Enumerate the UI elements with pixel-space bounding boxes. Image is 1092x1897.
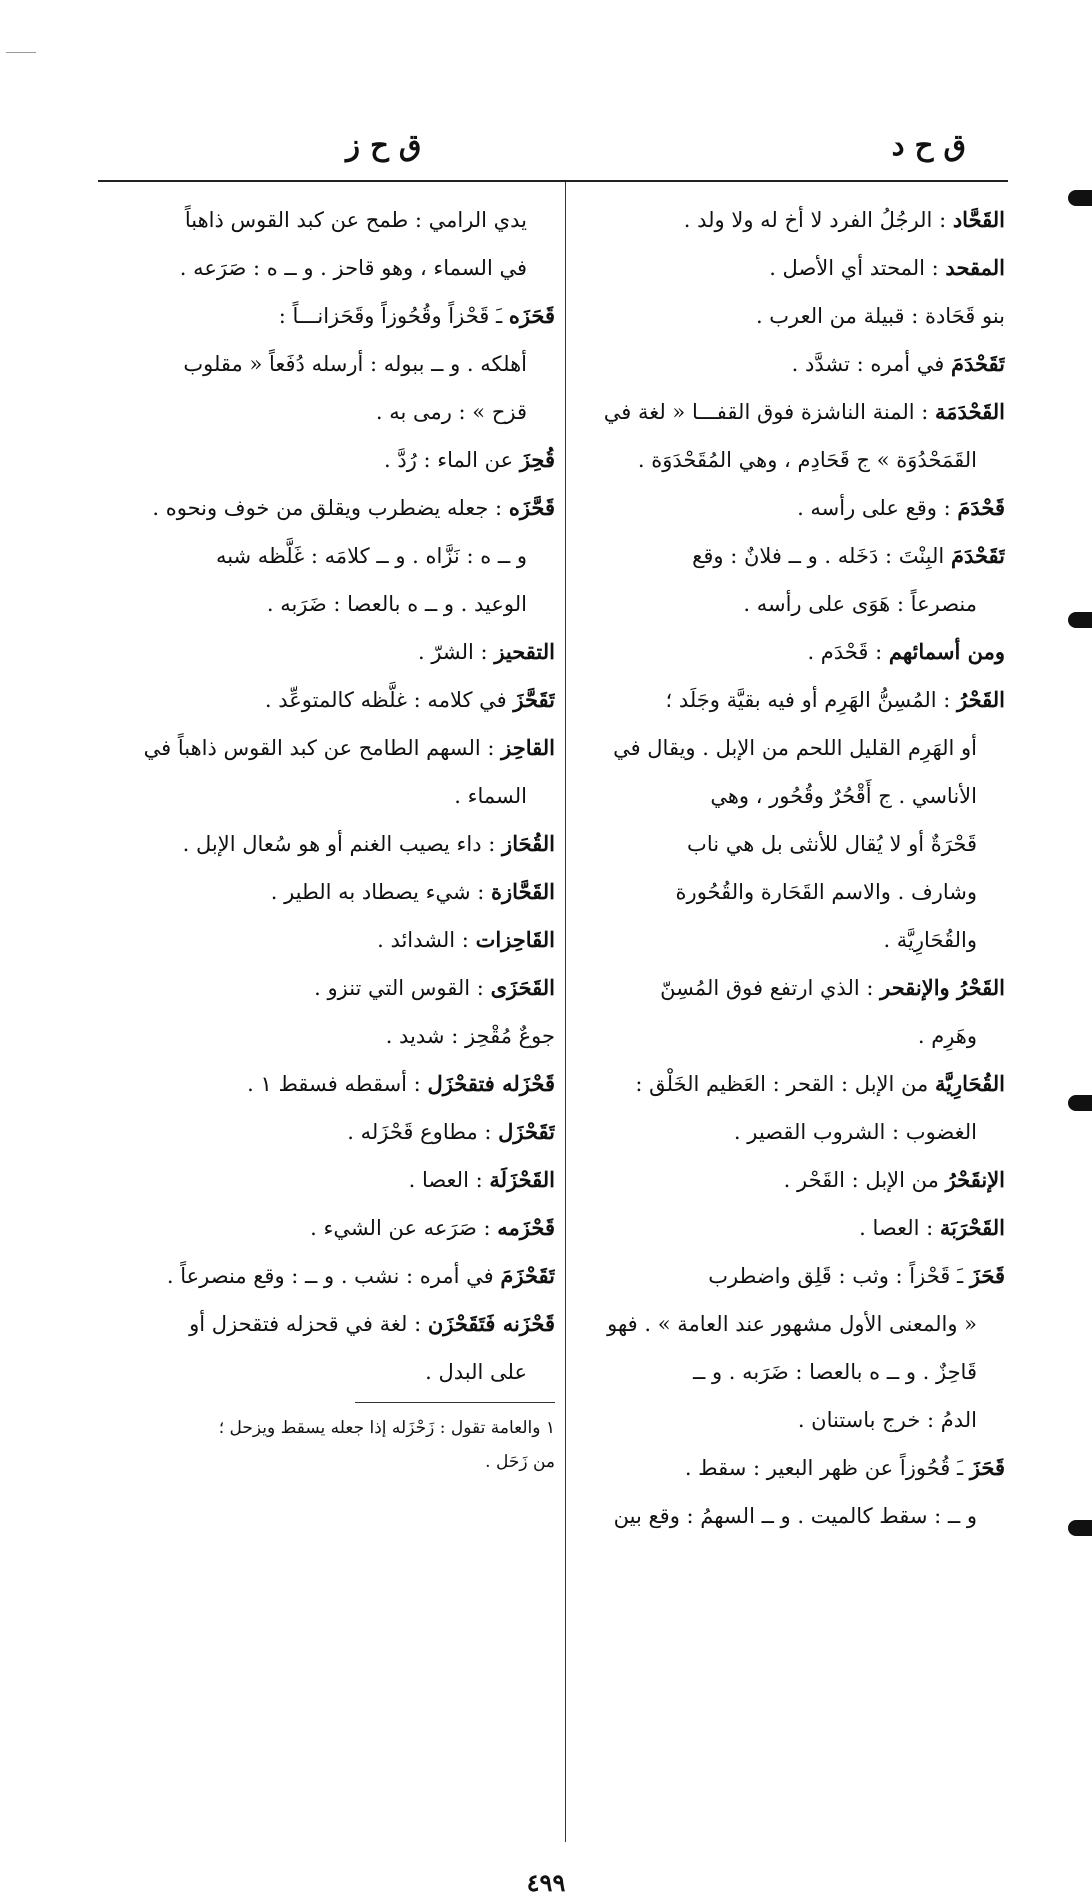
entry-line xyxy=(100,388,555,436)
definition-text: قَحْرَةٌ أو لا يُقال للأنثى بل هي ناب xyxy=(687,832,977,856)
entry-line xyxy=(575,532,1005,580)
entry-line xyxy=(575,244,1005,292)
definition-text: وهَرِم . xyxy=(917,1024,977,1048)
definition-text: في أمره : تشدَّد . xyxy=(791,352,951,376)
headword: قَحْزَنه فَتَقَحْزَن xyxy=(427,1311,555,1336)
headword: قَحَّزَه xyxy=(508,495,555,520)
entry-line xyxy=(100,196,555,244)
headword: تَقَحْزَل xyxy=(498,1119,555,1144)
definition-text: من الإبل : القحر : العَظيم الخَلْق : xyxy=(635,1072,935,1096)
entry-line xyxy=(100,916,555,964)
entry-line xyxy=(100,820,555,868)
definition-text: الدمُ : خرج باستنان . xyxy=(797,1408,977,1432)
entry-line xyxy=(575,964,1005,1012)
entry-line xyxy=(575,292,1005,340)
entry-line xyxy=(575,916,1005,964)
edge-mark xyxy=(1068,1095,1092,1111)
edge-mark xyxy=(1068,612,1092,628)
entry-line xyxy=(575,1396,1005,1444)
headword: القاحِز xyxy=(501,735,555,760)
entry-line xyxy=(575,388,1005,436)
headword: التقحيز xyxy=(494,639,555,664)
entry-line xyxy=(575,1156,1005,1204)
headword: قَحَزَ xyxy=(969,1455,1005,1480)
headword: القَحَّازة xyxy=(491,879,555,904)
headword: تَقَحْزَمَ xyxy=(500,1263,555,1288)
entry-line xyxy=(575,1444,1005,1492)
entry-line xyxy=(575,1252,1005,1300)
definition-text: ـَ قَحْزاً وقُحُوزاً وقَحَزانـــاً : xyxy=(278,304,509,328)
entry-line xyxy=(100,1252,555,1300)
running-header-left: ق ح ز xyxy=(346,128,422,162)
definition-text: : وقع على رأسه . xyxy=(797,496,958,520)
footnote-rule xyxy=(355,1402,555,1403)
entry-line xyxy=(100,244,555,292)
entry-line xyxy=(575,676,1005,724)
definition-text: ـَ قَحْزاً : وثب : قَلِق واضطرب xyxy=(708,1264,970,1288)
footnote xyxy=(100,1411,555,1479)
definition-text: الأناسي . ج أَقْحُرٌ وقُحُور ، وهي xyxy=(710,784,977,808)
headword: قَحْزَله فتقحْزَل xyxy=(427,1071,555,1096)
entry-line xyxy=(575,1204,1005,1252)
headword: قُحِزَ xyxy=(519,447,555,472)
definition-text: البِنْتَ : دَخَله . و ــ فلانٌ : وقع xyxy=(692,544,951,568)
entry-line xyxy=(575,1060,1005,1108)
footnote-line: من زَحَل . xyxy=(485,1452,555,1472)
page-number: ٤٩٩ xyxy=(526,1868,566,1897)
entry-line xyxy=(100,1108,555,1156)
header-rule xyxy=(98,180,1008,182)
headword: تَقَحْدَمَ xyxy=(950,543,1005,568)
definition-text: « والمعنى الأول مشهور عند العامة » . فهو xyxy=(607,1312,977,1336)
entry-line xyxy=(575,1012,1005,1060)
definition-text: ـَ قُحُوزاً عن ظهر البعير : سقط . xyxy=(684,1456,970,1480)
definition-text: الوعيد . و ــ ه بالعصا : ضَرَبه . xyxy=(266,592,527,616)
headword: قَحَزَ xyxy=(969,1263,1005,1288)
definition-text: : المُسِنُّ الهَرِم أو فيه بقيَّة وجَلَد ؛ xyxy=(665,688,957,712)
definition-text: الغضوب : الشروب القصير . xyxy=(733,1120,977,1144)
headword: القَحْرُ xyxy=(957,687,1005,712)
entry-line xyxy=(100,772,555,820)
headword: الإنقَحْرُ xyxy=(945,1167,1005,1192)
left-column xyxy=(100,196,555,1479)
running-header-right: ق ح د xyxy=(891,128,966,162)
entry-line xyxy=(575,628,1005,676)
definition-text: في السماء ، وهو قاحز . و ــ ه : صَرَعه . xyxy=(179,256,527,280)
entry-line xyxy=(575,1492,1005,1540)
headword: المقحد xyxy=(945,255,1005,280)
definition-text: قَاحِزٌ . و ــ ه بالعصا : ضَرَبه . و ــ xyxy=(693,1360,977,1384)
entry-line xyxy=(575,1348,1005,1396)
entry-line xyxy=(575,868,1005,916)
definition-text: : الشرّ . xyxy=(417,640,495,664)
headword: القَاحِزات xyxy=(475,927,555,952)
definition-text: : جعله يضطرب ويقلق من خوف ونحوه . xyxy=(152,496,509,520)
definition-text: : شيء يصطاد به الطير . xyxy=(270,880,492,904)
definition-text: : قَحْدَم . xyxy=(807,640,889,664)
footnote-line: ١ والعامة تقول : زَحْزَله إذا جعله يسقط ويزحل ؛ xyxy=(218,1418,555,1438)
definition-text: منصرعاً : هَوَى على رأسه . xyxy=(743,592,977,616)
headword: القَحْرَبَة xyxy=(939,1215,1005,1240)
entry-line xyxy=(100,580,555,628)
definition-text: : المنة الناشزة فوق القفـــا « لغة في xyxy=(603,400,936,424)
entry-line xyxy=(575,820,1005,868)
headword: قَحْدَمَ xyxy=(957,495,1005,520)
entry-line xyxy=(100,1156,555,1204)
entry-line xyxy=(100,484,555,532)
headword: تَقَحَّزَ xyxy=(513,687,555,712)
definition-text: و ــ : سقط كالميت . و ــ السهمُ : وقع بين xyxy=(613,1504,977,1528)
column-divider xyxy=(565,182,566,1842)
headword: القُحَارِيَّة xyxy=(934,1071,1005,1096)
headword: القَحَزَى xyxy=(490,975,555,1000)
headword: القَحْزَلَة xyxy=(489,1167,555,1192)
headword: القُحَاز xyxy=(502,831,555,856)
entry-line xyxy=(100,724,555,772)
definition-text: القَمَحْدُوَة » ج قَحَادِم ، وهي المُقَحْدَوَة . xyxy=(637,448,977,472)
definition-text: في أمره : نشب . و ــ : وقع منصرعاً . xyxy=(166,1264,501,1288)
definition-text: من الإبل : القَحْر . xyxy=(783,1168,946,1192)
definition-text: : أسقطه فسقط ١ . xyxy=(247,1072,428,1096)
entry-line xyxy=(100,676,555,724)
entry-line xyxy=(575,1300,1005,1348)
headword: قَحَزَه xyxy=(508,303,555,328)
headword: القَحْدَمَة xyxy=(935,399,1005,424)
definition-text: : الشدائد . xyxy=(377,928,476,952)
entry-line xyxy=(575,1108,1005,1156)
headword: قَحْزَمه xyxy=(497,1215,555,1240)
definition-text: يدي الرامي : طمح عن كبد القوس ذاهباً xyxy=(184,208,527,232)
headword: القَحْرُ والإنقحر xyxy=(880,975,1005,1000)
entry-line xyxy=(575,580,1005,628)
entry-line xyxy=(575,196,1005,244)
definition-text: و ــ ه : نَزَّاه . و ــ كلامَه : غَلَّظه شبه xyxy=(215,544,527,568)
entry-line xyxy=(575,724,1005,772)
edge-mark xyxy=(1068,190,1092,206)
entry-line xyxy=(100,340,555,388)
entry-line xyxy=(100,1300,555,1348)
definition-text: : السهم الطامح عن كبد القوس ذاهباً في xyxy=(143,736,502,760)
edge-mark xyxy=(1068,1520,1092,1536)
corner-mark xyxy=(6,52,36,53)
headword: تَقَحْدَمَ xyxy=(950,351,1005,376)
definition-text: : صَرَعه عن الشيء . xyxy=(310,1216,498,1240)
page-header xyxy=(96,128,1006,168)
entry-line xyxy=(100,292,555,340)
definition-text: والقُحَارِيَّة . xyxy=(883,928,977,952)
entry-line xyxy=(575,484,1005,532)
entry-line xyxy=(575,772,1005,820)
headword: القَحَّاد xyxy=(952,207,1005,232)
headword: ومن أسمائهم xyxy=(888,639,1005,664)
definition-text: بنو قَحَادة : قبيلة من العرب . xyxy=(755,304,1005,328)
definition-text: : داء يصيب الغنم أو هو سُعال الإبل . xyxy=(182,832,503,856)
definition-text: جوعٌ مُقْحِز : شديد . xyxy=(385,1024,555,1048)
right-column xyxy=(575,196,1005,1540)
entry-line xyxy=(575,436,1005,484)
definition-text: وشارف . والاسم القَحَارة والقُحُورة xyxy=(675,880,977,904)
definition-text: قزح » : رمى به . xyxy=(375,400,527,424)
entry-line xyxy=(100,436,555,484)
definition-text: على البدل . xyxy=(425,1360,527,1384)
entry-line xyxy=(100,868,555,916)
definition-text: أو الهَرِم القليل اللحم من الإبل . ويقال في xyxy=(613,736,977,760)
entry-line xyxy=(100,532,555,580)
definition-text: : العصا . xyxy=(408,1168,490,1192)
entry-line xyxy=(100,1348,555,1396)
definition-text: السماء . xyxy=(454,784,527,808)
definition-text: : القوس التي تنزو . xyxy=(314,976,491,1000)
definition-text: عن الماء : رُدَّ . xyxy=(384,448,520,472)
definition-text: : لغة في قحزله فتقحزل أو xyxy=(189,1312,428,1336)
entry-line xyxy=(100,1012,555,1060)
definition-text: : مطاوع قَحْزَله . xyxy=(347,1120,499,1144)
definition-text: : العصا . xyxy=(859,1216,940,1240)
definition-text: : الذي ارتفع فوق المُسِنّ xyxy=(660,976,881,1000)
definition-text: أهلكه . و ــ ببوله : أرسله دُفَعاً « مقلوب xyxy=(183,352,527,376)
entry-line xyxy=(100,964,555,1012)
definition-text: : الرجُلُ الفرد لا أخ له ولا ولد . xyxy=(683,208,953,232)
definition-text: في كلامه : غلَّظه كالمتوعِّد . xyxy=(264,688,514,712)
entry-line xyxy=(100,1060,555,1108)
definition-text: : المحتد أي الأصل . xyxy=(769,256,946,280)
entry-line xyxy=(100,1204,555,1252)
entry-line xyxy=(100,628,555,676)
entry-line xyxy=(575,340,1005,388)
